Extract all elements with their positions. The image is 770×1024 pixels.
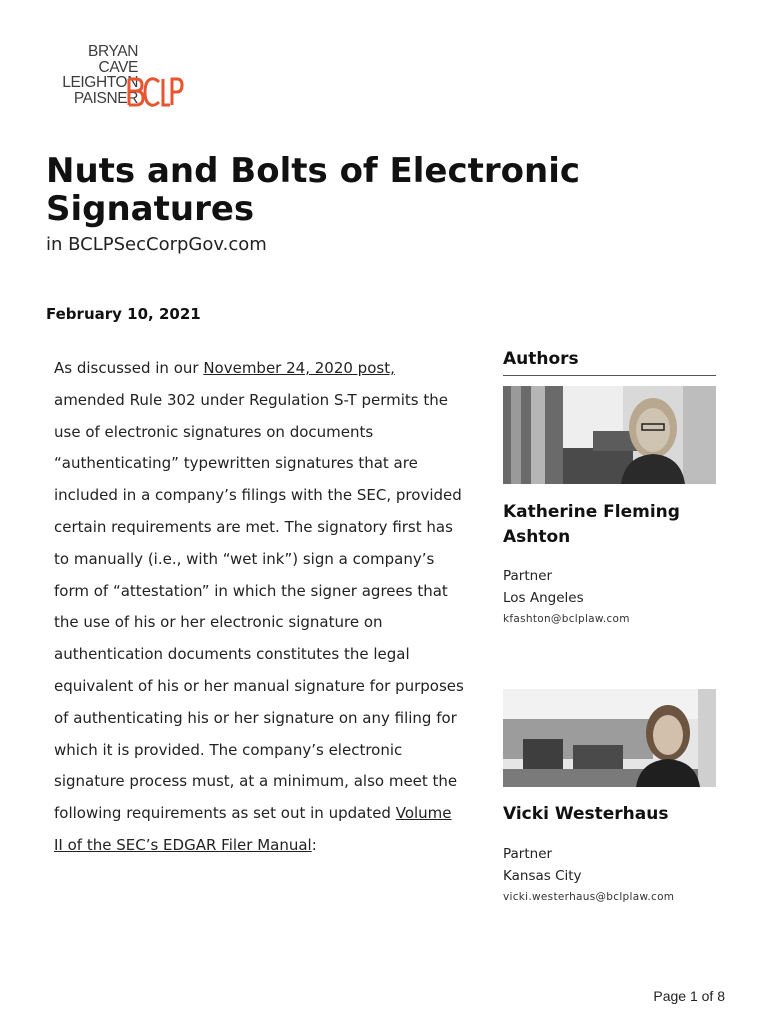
edgar-manual-link[interactable]: Volume II of the SEC’s EDGAR Filer Manual (54, 804, 452, 854)
logo-word-paisner: PAISNER (73, 89, 138, 107)
bclp-mark-icon (126, 75, 184, 109)
author-location: Kansas City (503, 868, 582, 884)
article-source: in BCLPSecCorpGov.com (46, 234, 267, 255)
author-name[interactable]: Vicki Westerhaus (503, 804, 669, 824)
body-text-intro: As discussed in our (54, 359, 204, 377)
author-role: Partner (503, 846, 553, 862)
november-post-link[interactable]: November 24, 2020 post, (203, 359, 395, 377)
author-email[interactable]: vicki.westerhaus@bclplaw.com (503, 891, 675, 903)
logo-word-cave: CAVE (98, 58, 138, 76)
author-email[interactable]: kfashton@bclplaw.com (503, 613, 630, 625)
bclp-logo (44, 44, 194, 110)
logo-word-leighton: LEIGHTON (62, 74, 138, 91)
body-text-main: amended Rule 302 under Regulation S-T permits the use of electronic signatures on documents “authenticating” typewritten signatures that are included in a company’s filings with the SEC, provided certain requirements are met. The signatory first has to manually (i.e., with “wet ink”) sign a company’s form of “attestation” in which the signer agrees that the use of his or her electronic signature on authentication documents constitutes the legal equivalent of his or her manual signature for purposes of authenticating his or her signature on any filing for which it is provided. The company’s electronic signature process must, at a minimum, also meet the following requirements as set out in updated (54, 390, 464, 823)
body-text-end: : (311, 835, 317, 854)
logo-word-bryan: BRYAN (88, 43, 138, 60)
author-role: Partner (503, 568, 553, 584)
article-title: Nuts and Bolts of Electronic Signatures (46, 151, 581, 229)
page-number: Page 1 of 8 (653, 988, 725, 1004)
author-photo (503, 689, 716, 787)
authors-heading: Authors (503, 349, 716, 376)
author-name[interactable]: Katherine Fleming Ashton (503, 502, 680, 547)
author-photo (503, 386, 716, 484)
article-body (54, 353, 464, 862)
author-location: Los Angeles (503, 590, 584, 606)
article-date: February 10, 2021 (46, 305, 201, 323)
